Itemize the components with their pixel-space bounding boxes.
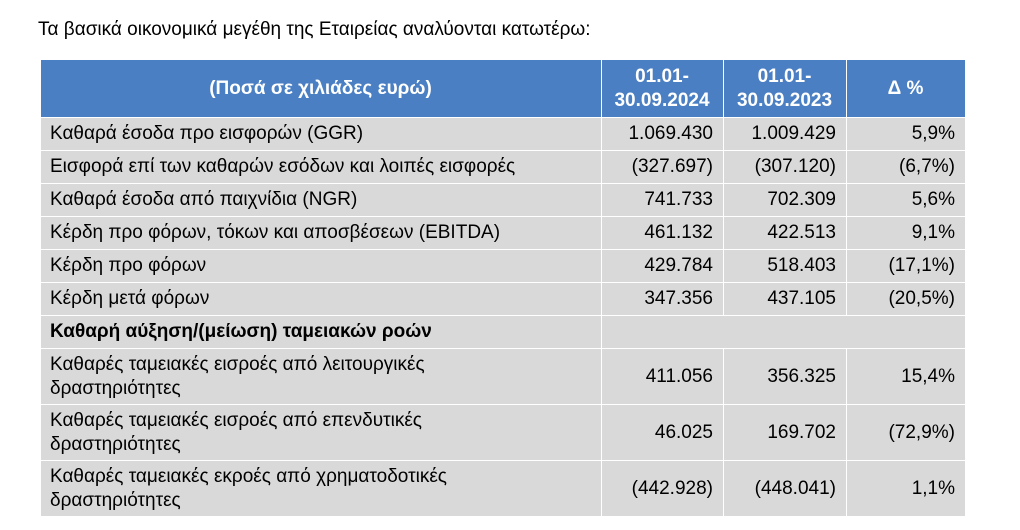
- table-row: [41, 405, 966, 461]
- value-2023: (307.120): [724, 151, 847, 184]
- value-delta: 9,1%: [847, 217, 966, 250]
- table-row: [41, 283, 966, 316]
- value-2023: (448.041): [724, 461, 847, 517]
- value-2023: 356.325: [724, 349, 847, 405]
- value-delta: 15,4%: [847, 349, 966, 405]
- value-2024: 461.132: [602, 217, 724, 250]
- row-label: Κέρδη προ φόρων: [41, 250, 602, 283]
- row-label-line2: δραστηριότητες: [50, 433, 181, 455]
- header-period-2024: [602, 60, 724, 118]
- table-row: [41, 461, 966, 517]
- value-2023: 422.513: [724, 217, 847, 250]
- row-label: Εισφορά επί των καθαρών εσόδων και λοιπές εισφορές: [41, 151, 602, 184]
- row-label-line2: δραστηριότητες: [50, 489, 181, 511]
- value-2024: (442.928): [602, 461, 724, 517]
- section-label: Καθαρή αύξηση/(μείωση) ταμειακών ροών: [41, 316, 602, 349]
- header-period-2024-line2: 30.09.2024: [614, 89, 710, 111]
- value-delta: (72,9%): [847, 405, 966, 461]
- row-label-line1: Καθαρές ταμειακές εισροές από επενδυτικές: [50, 409, 422, 431]
- row-label: Καθαρά έσοδα προ εισφορών (GGR): [41, 118, 602, 151]
- row-label: [41, 461, 602, 517]
- header-period-2023-line1: 01.01-: [757, 65, 812, 87]
- value-delta: 5,6%: [847, 184, 966, 217]
- financial-figures-table: [40, 59, 966, 517]
- value-delta: 5,9%: [847, 118, 966, 151]
- value-delta: (20,5%): [847, 283, 966, 316]
- section-header-row: [41, 316, 966, 349]
- section-empty-cell: [602, 316, 966, 349]
- value-2024: 46.025: [602, 405, 724, 461]
- row-label: Κέρδη προ φόρων, τόκων και αποσβέσεων (EBITDA): [41, 217, 602, 250]
- table-row: [41, 151, 966, 184]
- header-amounts-label: (Ποσά σε χιλιάδες ευρώ): [41, 60, 602, 118]
- value-2024: 741.733: [602, 184, 724, 217]
- value-2023: 518.403: [724, 250, 847, 283]
- table-row: [41, 349, 966, 405]
- row-label-line1: Καθαρές ταμειακές εκροές από χρηματοδοτικές: [50, 465, 447, 487]
- value-2024: (327.697): [602, 151, 724, 184]
- header-period-2023: [724, 60, 847, 118]
- value-2023: 169.702: [724, 405, 847, 461]
- value-delta: (6,7%): [847, 151, 966, 184]
- value-2024: 411.056: [602, 349, 724, 405]
- table-row: [41, 217, 966, 250]
- row-label-line2: δραστηριότητες: [50, 377, 181, 399]
- value-2023: 1.009.429: [724, 118, 847, 151]
- value-2023: 702.309: [724, 184, 847, 217]
- table-row: [41, 250, 966, 283]
- header-period-2023-line2: 30.09.2023: [736, 89, 833, 111]
- value-delta: (17,1%): [847, 250, 966, 283]
- header-delta: Δ %: [847, 60, 966, 118]
- value-2024: 1.069.430: [602, 118, 724, 151]
- value-2024: 347.356: [602, 283, 724, 316]
- table-row: [41, 184, 966, 217]
- row-label: [41, 405, 602, 461]
- header-period-2024-line1: 01.01-: [635, 65, 689, 87]
- row-label: Καθαρά έσοδα από παιχνίδια (NGR): [41, 184, 602, 217]
- value-delta: 1,1%: [847, 461, 966, 517]
- row-label: Κέρδη μετά φόρων: [41, 283, 602, 316]
- table-header-row: [41, 60, 966, 118]
- value-2023: 437.105: [724, 283, 847, 316]
- value-2024: 429.784: [602, 250, 724, 283]
- row-label-line1: Καθαρές ταμειακές εισροές από λειτουργικές: [50, 353, 425, 375]
- table-row: [41, 118, 966, 151]
- intro-text: Τα βασικά οικονομικά μεγέθη της Εταιρείας αναλύονται κατωτέρω:: [38, 19, 591, 40]
- row-label: [41, 349, 602, 405]
